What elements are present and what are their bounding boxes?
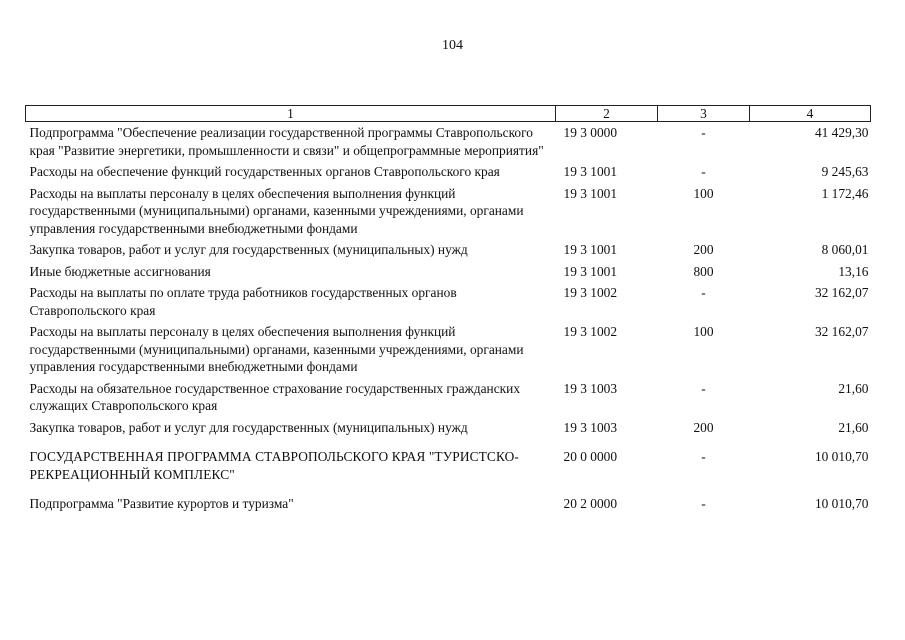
row-code: 20 0 0000 xyxy=(563,449,618,464)
table-row xyxy=(26,183,871,240)
row-type: - xyxy=(701,125,706,140)
row-name: ГОСУДАРСТВЕННАЯ ПРОГРАММА СТАВРОПОЛЬСКОГО КРАЯ "ТУРИСТСКО-РЕКРЕАЦИОННЫЙ КОМПЛЕКС" xyxy=(29,449,519,482)
row-amount: 32 162,07 xyxy=(814,285,869,300)
row-code: 19 3 0000 xyxy=(563,125,618,140)
row-amount: 32 162,07 xyxy=(814,324,869,339)
row-type: - xyxy=(701,164,706,179)
table-row xyxy=(26,239,871,261)
row-name: Закупка товаров, работ и услуг для государственных (муниципальных) нужд xyxy=(29,242,468,257)
column-header-2: 2 xyxy=(556,106,658,122)
row-amount: 1 172,46 xyxy=(821,185,869,201)
table-row xyxy=(26,438,871,485)
row-type: 800 xyxy=(693,263,714,279)
row-amount: 9 245,63 xyxy=(821,164,869,179)
row-code: 19 3 1003 xyxy=(563,380,618,396)
row-amount: 41 429,30 xyxy=(814,125,869,140)
page-number: 104 xyxy=(442,38,463,53)
row-name: Подпрограмма "Обеспечение реализации государственной программы Ставропольского края "Развитие энергетики, промышленности и связи" и общепрограммные мероприятия" xyxy=(29,125,544,158)
table-row xyxy=(26,122,871,162)
table-row xyxy=(26,378,871,417)
column-header-1: 1 xyxy=(26,106,556,122)
row-type: 200 xyxy=(693,242,714,257)
row-amount: 8 060,01 xyxy=(821,242,869,257)
row-type: - xyxy=(701,449,706,464)
row-name: Расходы на выплаты персоналу в целях обеспечения выполнения функций государственными (муниципальными) органами, казенными учреждениями, органами управления государственными внебюджетными фондами xyxy=(29,185,524,236)
row-code: 19 3 1002 xyxy=(563,324,618,339)
table-header-row xyxy=(26,106,871,122)
row-type: - xyxy=(701,496,706,511)
row-code: 19 3 1001 xyxy=(563,242,618,257)
row-name: Иные бюджетные ассигнования xyxy=(29,263,211,279)
row-type: 200 xyxy=(693,419,714,435)
table-row xyxy=(26,321,871,378)
row-type: - xyxy=(701,380,706,396)
row-code: 19 3 1001 xyxy=(563,185,618,201)
row-name: Закупка товаров, работ и услуг для государственных (муниципальных) нужд xyxy=(29,419,468,435)
column-header-4: 4 xyxy=(750,106,871,122)
row-type: - xyxy=(701,285,706,300)
row-amount: 10 010,70 xyxy=(814,496,869,511)
row-name: Подпрограмма "Развитие курортов и туризма" xyxy=(29,496,294,511)
row-code: 19 3 1003 xyxy=(563,419,618,435)
table-row xyxy=(26,161,871,183)
budget-table xyxy=(25,105,871,515)
row-amount: 21,60 xyxy=(838,419,869,435)
row-amount: 21,60 xyxy=(838,380,869,396)
row-code: 19 3 1002 xyxy=(563,285,618,300)
row-name: Расходы на обязательное государственное страхование государственных гражданских служащих Ставропольского края xyxy=(29,380,521,413)
row-code: 19 3 1001 xyxy=(563,164,618,179)
table-row xyxy=(26,282,871,321)
row-code: 19 3 1001 xyxy=(563,263,618,279)
row-name: Расходы на обеспечение функций государственных органов Ставропольского края xyxy=(29,164,500,179)
row-name: Расходы на выплаты по оплате труда работников государственных органов Ставропольского края xyxy=(29,285,457,318)
row-name: Расходы на выплаты персоналу в целях обеспечения выполнения функций государственными (муниципальными) органами, казенными учреждениями, органами управления государственными внебюджетными фондами xyxy=(29,324,524,374)
row-type: 100 xyxy=(693,324,714,339)
row-amount: 10 010,70 xyxy=(814,449,869,464)
table-row xyxy=(26,261,871,283)
row-amount: 13,16 xyxy=(838,263,869,279)
column-header-3: 3 xyxy=(658,106,750,122)
table-row xyxy=(26,485,871,515)
table-row xyxy=(26,417,871,439)
row-type: 100 xyxy=(693,185,714,201)
row-code: 20 2 0000 xyxy=(563,496,618,511)
